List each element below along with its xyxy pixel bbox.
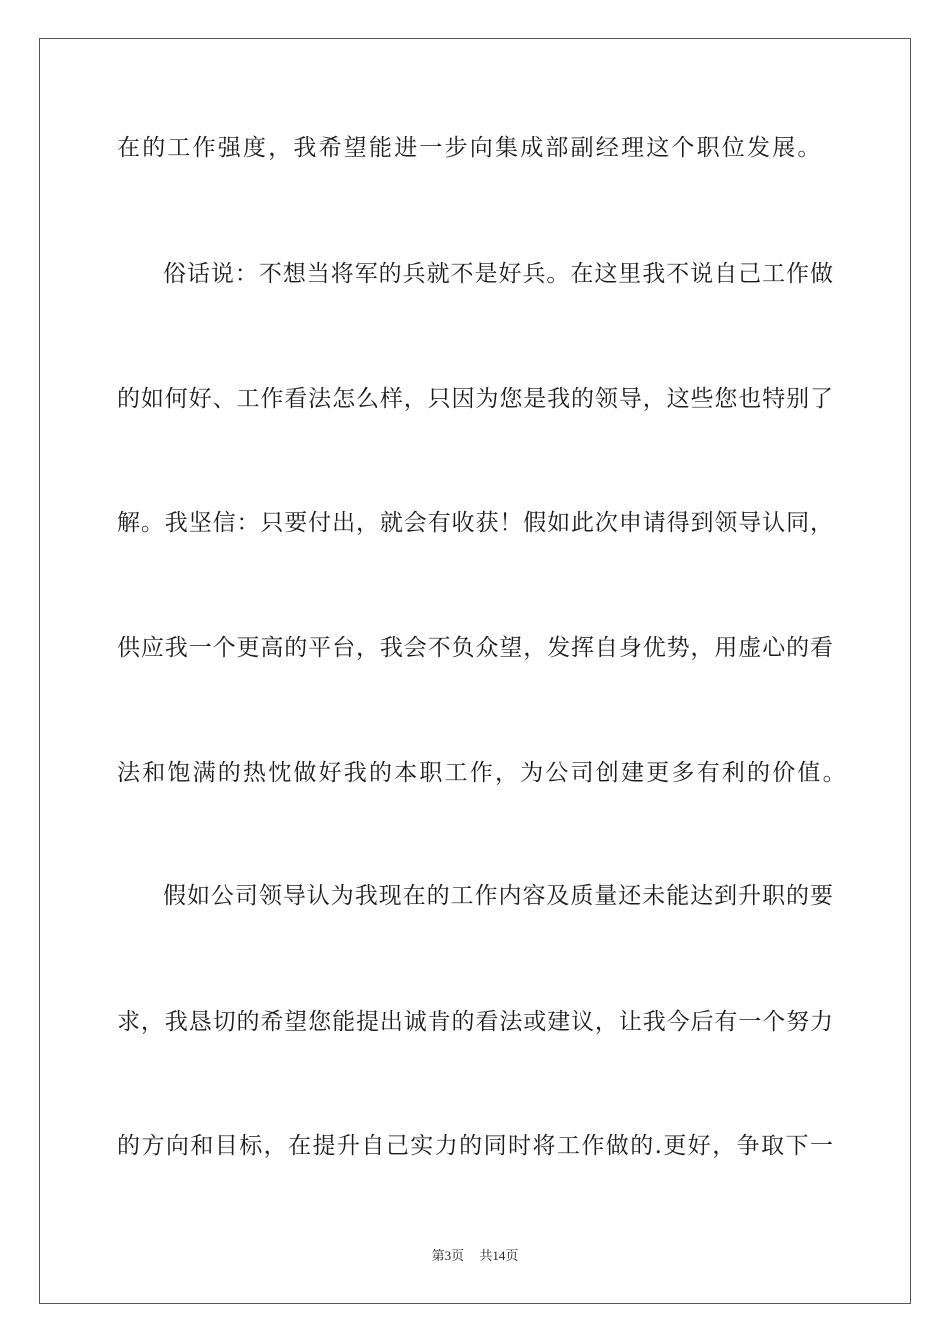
body-line-3: 的如何好、工作看法怎么样，只因为您是我的领导，这些您也特别了	[117, 386, 833, 412]
body-line-9: 的方向和目标，在提升自己实力的同时将工作做的.更好，争取下一	[117, 1133, 833, 1159]
body-line-4: 解。我坚信：只要付出，就会有收获！假如此次申请得到领导认同，	[117, 510, 833, 536]
page-border	[39, 38, 911, 1304]
body-line-6: 法和饱满的热忱做好我的本职工作，为公司创建更多有利的价值。	[117, 760, 848, 786]
body-line-1: 在的工作强度，我希望能进一步向集成部副经理这个职位发展。	[117, 135, 823, 161]
body-line-7: 假如公司领导认为我现在的工作内容及质量还未能达到升职的要	[163, 883, 833, 909]
page-number: 第3页	[431, 1248, 465, 1263]
body-line-5: 供应我一个更高的平台，我会不负众望，发挥自身优势，用虚心的看	[117, 635, 833, 661]
page-total: 共14页	[479, 1248, 519, 1263]
body-line-2: 俗话说：不想当将军的兵就不是好兵。在这里我不说自己工作做	[163, 261, 833, 287]
page-footer	[0, 1248, 950, 1264]
body-line-8: 求，我恳切的希望您能提出诚肯的看法或建议，让我今后有一个努力	[117, 1009, 833, 1035]
